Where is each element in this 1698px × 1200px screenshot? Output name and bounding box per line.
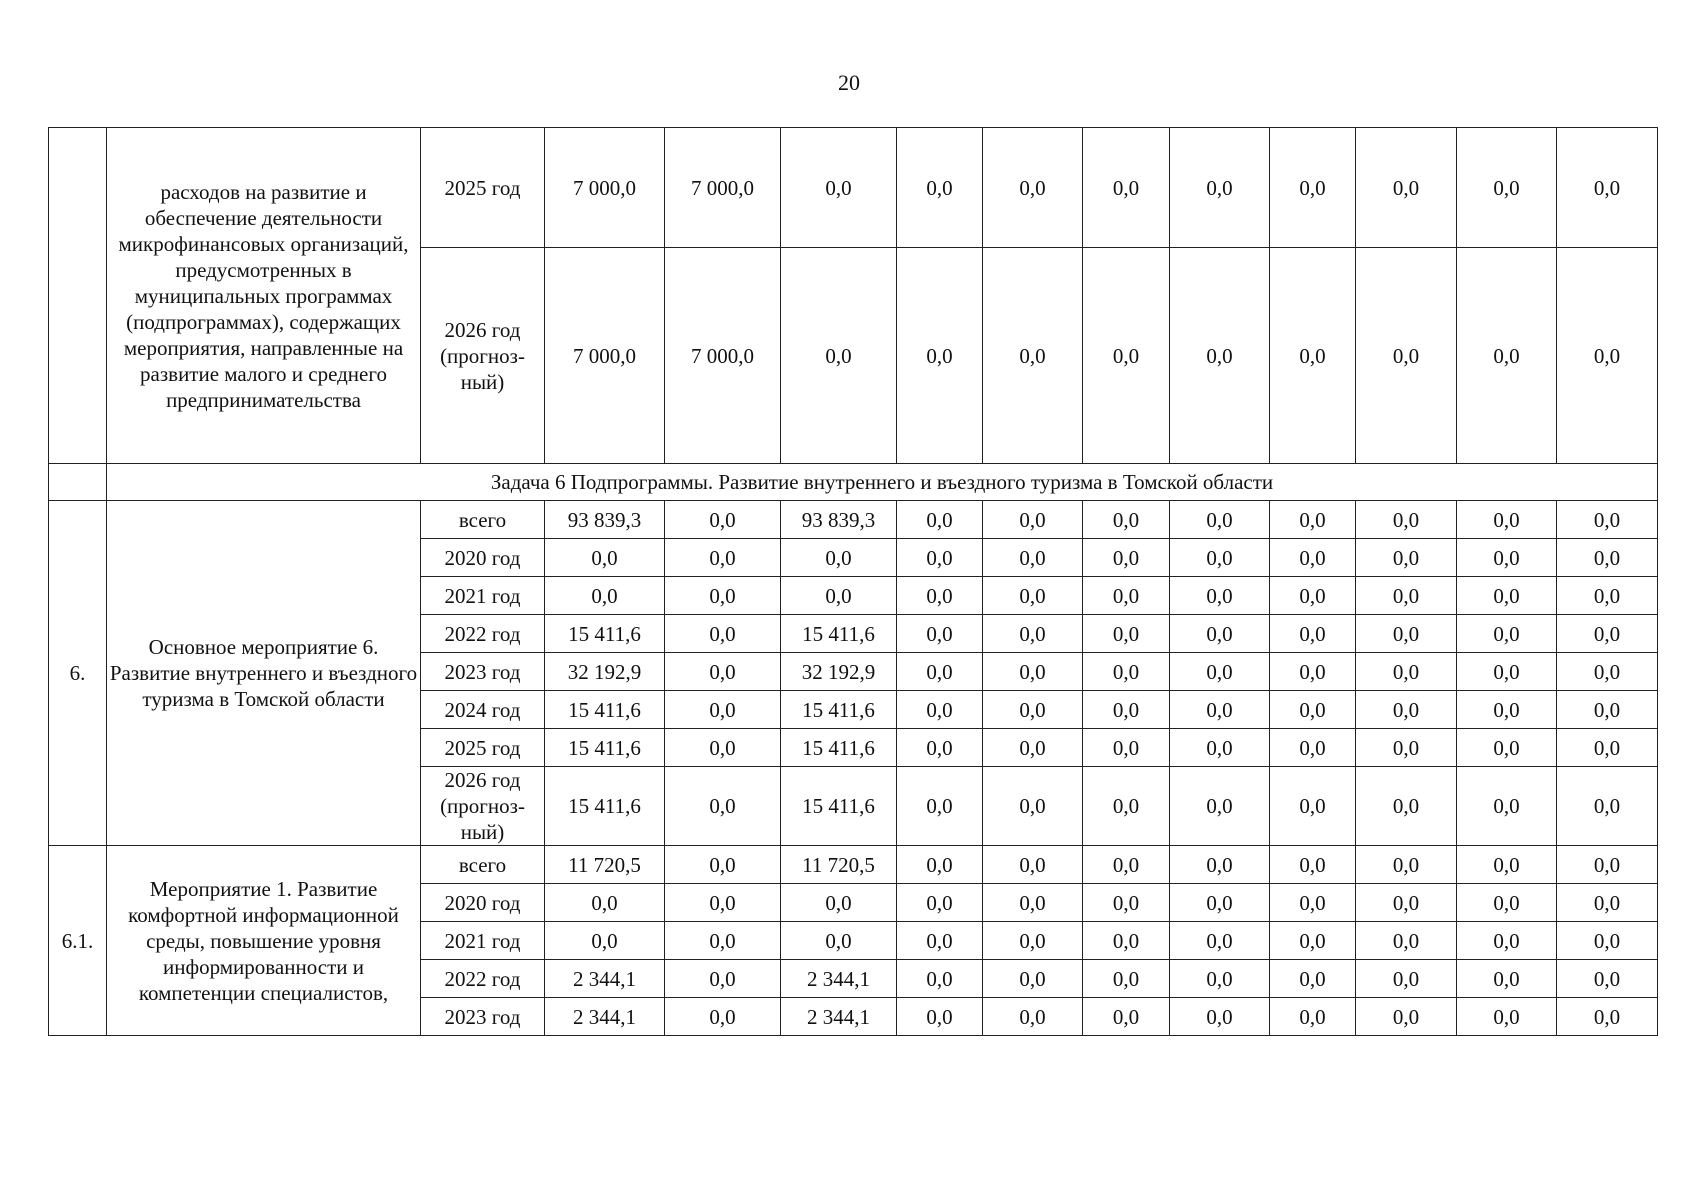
value-cell: 2 344,1 [545, 960, 665, 998]
period-cell [421, 248, 545, 464]
budget-table [48, 127, 1658, 1036]
value-cell: 0,0 [781, 128, 897, 248]
value-cell: 0,0 [545, 539, 665, 577]
value-cell: 0,0 [1356, 615, 1457, 653]
item-name: Мероприятие 1. Развитие комфортной информационной среды, повышение уровня информированности и компетенции специалистов, [107, 846, 421, 1036]
value-cell: 0,0 [1083, 767, 1170, 846]
value-cell: 0,0 [1170, 501, 1270, 539]
value-cell: 0,0 [1457, 960, 1557, 998]
value-cell: 0,0 [1083, 248, 1170, 464]
value-cell: 0,0 [1356, 922, 1457, 960]
value-cell: 2 344,1 [545, 998, 665, 1036]
value-cell: 15 411,6 [545, 767, 665, 846]
value-cell: 0,0 [1356, 653, 1457, 691]
value-cell: 0,0 [1270, 128, 1356, 248]
value-cell: 0,0 [665, 691, 781, 729]
item-number: 6.1. [49, 846, 107, 1036]
period-label: 2021 год [444, 928, 521, 953]
period-label: 2023 год [444, 1004, 521, 1029]
period-label: 2020 год [444, 890, 521, 915]
value-cell: 0,0 [1170, 615, 1270, 653]
value-cell: 32 192,9 [545, 653, 665, 691]
value-cell: 0,0 [1170, 998, 1270, 1036]
period-label: 2025 год [444, 735, 521, 760]
value-cell: 0,0 [1083, 846, 1170, 884]
value-cell: 0,0 [1557, 922, 1658, 960]
value-cell: 0,0 [1170, 922, 1270, 960]
value-cell: 0,0 [1557, 846, 1658, 884]
value-cell: 0,0 [1457, 846, 1557, 884]
value-cell: 2 344,1 [781, 960, 897, 998]
value-cell: 0,0 [1083, 539, 1170, 577]
value-cell: 0,0 [1083, 653, 1170, 691]
value-cell: 0,0 [1170, 248, 1270, 464]
value-cell: 0,0 [897, 960, 983, 998]
value-cell: 0,0 [1557, 691, 1658, 729]
value-cell: 0,0 [545, 884, 665, 922]
value-cell: 0,0 [665, 846, 781, 884]
value-cell: 0,0 [1557, 998, 1658, 1036]
value-cell: 0,0 [897, 729, 983, 767]
period-label: всего [458, 852, 507, 877]
value-cell: 0,0 [1083, 729, 1170, 767]
value-cell: 0,0 [1557, 960, 1658, 998]
value-cell: 0,0 [1170, 128, 1270, 248]
value-cell: 15 411,6 [545, 691, 665, 729]
period-label: 2026 год [444, 768, 521, 792]
value-cell: 0,0 [897, 501, 983, 539]
value-cell: 0,0 [1270, 653, 1356, 691]
value-cell: 0,0 [1557, 577, 1658, 615]
value-cell: 0,0 [1170, 577, 1270, 615]
value-cell: 0,0 [1170, 767, 1270, 846]
value-cell: 0,0 [1457, 539, 1557, 577]
value-cell: 0,0 [983, 960, 1083, 998]
value-cell: 0,0 [1270, 248, 1356, 464]
value-cell: 0,0 [983, 729, 1083, 767]
value-cell: 0,0 [897, 615, 983, 653]
value-cell: 0,0 [665, 922, 781, 960]
value-cell: 0,0 [665, 998, 781, 1036]
value-cell: 0,0 [1170, 539, 1270, 577]
task-row [49, 464, 1658, 501]
period-cell [421, 128, 545, 248]
item-number: 6. [49, 501, 107, 846]
period-label: 2026 год [444, 317, 521, 342]
value-cell: 0,0 [1083, 691, 1170, 729]
value-cell: 0,0 [1083, 922, 1170, 960]
value-cell: 7 000,0 [545, 248, 665, 464]
value-cell: 0,0 [983, 248, 1083, 464]
value-cell: 0,0 [1270, 767, 1356, 846]
value-cell: 0,0 [1457, 691, 1557, 729]
value-cell: 0,0 [1356, 128, 1457, 248]
value-cell: 0,0 [665, 501, 781, 539]
value-cell: 0,0 [983, 501, 1083, 539]
value-cell: 0,0 [1457, 501, 1557, 539]
value-cell: 0,0 [1170, 653, 1270, 691]
value-cell: 0,0 [1557, 884, 1658, 922]
value-cell: 0,0 [665, 615, 781, 653]
period-label: 2025 год [444, 175, 521, 200]
value-cell: 0,0 [1270, 729, 1356, 767]
value-cell: 0,0 [1557, 128, 1658, 248]
value-cell: 0,0 [983, 691, 1083, 729]
value-cell: 0,0 [1270, 922, 1356, 960]
value-cell: 15 411,6 [781, 729, 897, 767]
value-cell: 0,0 [665, 884, 781, 922]
value-cell: 0,0 [665, 960, 781, 998]
value-cell: 0,0 [1557, 767, 1658, 846]
value-cell: 0,0 [1083, 128, 1170, 248]
value-cell: 15 411,6 [781, 767, 897, 846]
value-cell: 0,0 [665, 653, 781, 691]
value-cell: 0,0 [1356, 767, 1457, 846]
period-cell [421, 729, 545, 767]
period-cell [421, 846, 545, 884]
period-label: всего [458, 507, 507, 532]
value-cell: 0,0 [1270, 960, 1356, 998]
value-cell: 0,0 [1457, 248, 1557, 464]
item-name: Основное мероприятие 6. Развитие внутреннего и въездного туризма в Томской области [107, 501, 421, 846]
value-cell: 0,0 [1356, 960, 1457, 998]
value-cell: 7 000,0 [665, 248, 781, 464]
period-label: 2022 год [444, 966, 521, 991]
value-cell: 0,0 [545, 922, 665, 960]
value-cell: 0,0 [897, 577, 983, 615]
value-cell: 93 839,3 [545, 501, 665, 539]
value-cell: 0,0 [1457, 577, 1557, 615]
value-cell: 0,0 [983, 922, 1083, 960]
period-cell [421, 960, 545, 998]
value-cell: 0,0 [1356, 729, 1457, 767]
value-cell: 15 411,6 [781, 615, 897, 653]
period-cell [421, 767, 545, 846]
value-cell: 0,0 [781, 922, 897, 960]
value-cell: 0,0 [897, 653, 983, 691]
value-cell: 0,0 [983, 577, 1083, 615]
task-number-cell [49, 464, 107, 501]
value-cell: 0,0 [1170, 884, 1270, 922]
value-cell: 0,0 [1356, 501, 1457, 539]
value-cell: 0,0 [1557, 653, 1658, 691]
value-cell: 0,0 [1170, 846, 1270, 884]
value-cell: 0,0 [1457, 128, 1557, 248]
value-cell: 0,0 [781, 884, 897, 922]
value-cell: 0,0 [1356, 539, 1457, 577]
value-cell: 0,0 [897, 128, 983, 248]
value-cell: 0,0 [983, 615, 1083, 653]
period-note: (прогноз-ный) [440, 343, 525, 394]
value-cell: 0,0 [1270, 501, 1356, 539]
period-cell [421, 884, 545, 922]
value-cell: 15 411,6 [781, 691, 897, 729]
period-cell [421, 691, 545, 729]
value-cell: 0,0 [983, 884, 1083, 922]
value-cell: 2 344,1 [781, 998, 897, 1036]
value-cell: 11 720,5 [545, 846, 665, 884]
value-cell: 0,0 [1170, 729, 1270, 767]
value-cell: 0,0 [1270, 998, 1356, 1036]
period-label: 2021 год [444, 583, 521, 608]
value-cell: 0,0 [983, 767, 1083, 846]
item-number [49, 128, 107, 464]
value-cell: 11 720,5 [781, 846, 897, 884]
value-cell: 0,0 [983, 653, 1083, 691]
value-cell: 0,0 [1170, 691, 1270, 729]
value-cell: 0,0 [665, 729, 781, 767]
value-cell: 0,0 [1557, 501, 1658, 539]
value-cell: 0,0 [1557, 729, 1658, 767]
value-cell: 0,0 [897, 691, 983, 729]
value-cell: 0,0 [665, 767, 781, 846]
value-cell: 93 839,3 [781, 501, 897, 539]
value-cell: 0,0 [897, 998, 983, 1036]
value-cell: 0,0 [545, 577, 665, 615]
period-cell [421, 998, 545, 1036]
value-cell: 0,0 [1457, 729, 1557, 767]
value-cell: 7 000,0 [545, 128, 665, 248]
period-cell [421, 653, 545, 691]
value-cell: 0,0 [983, 846, 1083, 884]
value-cell: 15 411,6 [545, 615, 665, 653]
value-cell: 0,0 [1083, 960, 1170, 998]
value-cell: 7 000,0 [665, 128, 781, 248]
value-cell: 0,0 [983, 998, 1083, 1036]
value-cell: 0,0 [1356, 846, 1457, 884]
value-cell: 0,0 [1457, 998, 1557, 1036]
value-cell: 0,0 [1270, 884, 1356, 922]
value-cell: 0,0 [781, 577, 897, 615]
period-label: 2023 год [444, 659, 521, 684]
value-cell: 0,0 [1356, 691, 1457, 729]
value-cell: 0,0 [1083, 884, 1170, 922]
value-cell: 0,0 [1083, 501, 1170, 539]
value-cell: 15 411,6 [545, 729, 665, 767]
period-label: 2024 год [444, 697, 521, 722]
value-cell: 0,0 [781, 248, 897, 464]
period-cell [421, 922, 545, 960]
value-cell: 0,0 [1557, 615, 1658, 653]
value-cell: 0,0 [1083, 577, 1170, 615]
period-cell [421, 501, 545, 539]
value-cell: 0,0 [1457, 922, 1557, 960]
task-title: Задача 6 Подпрограммы. Развитие внутреннего и въездного туризма в Томской области [107, 464, 1658, 501]
value-cell: 0,0 [897, 922, 983, 960]
period-label: 2020 год [444, 545, 521, 570]
value-cell: 0,0 [983, 539, 1083, 577]
value-cell: 0,0 [897, 767, 983, 846]
item-name: расходов на развитие и обеспечение деятельности микрофинансовых организаций, предусмотренных в муниципальных программах (подпрограммах), содержащих мероприятия, направленные на развитие малого и среднего предпринимательства [107, 128, 421, 464]
value-cell: 0,0 [1270, 539, 1356, 577]
period-cell [421, 577, 545, 615]
period-note: (прогноз-ный) [440, 794, 525, 844]
value-cell: 0,0 [983, 128, 1083, 248]
value-cell: 0,0 [665, 539, 781, 577]
table-row [49, 846, 1658, 884]
value-cell: 0,0 [897, 846, 983, 884]
value-cell: 0,0 [1457, 767, 1557, 846]
period-label: 2022 год [444, 621, 521, 646]
value-cell: 0,0 [1457, 653, 1557, 691]
value-cell: 0,0 [1457, 615, 1557, 653]
table-row [49, 128, 1658, 248]
value-cell: 0,0 [1270, 846, 1356, 884]
value-cell: 0,0 [665, 577, 781, 615]
value-cell: 32 192,9 [781, 653, 897, 691]
value-cell: 0,0 [1270, 615, 1356, 653]
value-cell: 0,0 [1083, 615, 1170, 653]
value-cell: 0,0 [1083, 998, 1170, 1036]
value-cell: 0,0 [1170, 960, 1270, 998]
value-cell: 0,0 [1557, 539, 1658, 577]
value-cell: 0,0 [1270, 577, 1356, 615]
page-number: 20 [838, 70, 860, 95]
value-cell: 0,0 [1557, 248, 1658, 464]
value-cell: 0,0 [1356, 248, 1457, 464]
value-cell: 0,0 [781, 539, 897, 577]
value-cell: 0,0 [1270, 691, 1356, 729]
value-cell: 0,0 [897, 884, 983, 922]
period-cell [421, 615, 545, 653]
period-cell [421, 539, 545, 577]
value-cell: 0,0 [1457, 884, 1557, 922]
value-cell: 0,0 [1356, 577, 1457, 615]
value-cell: 0,0 [897, 248, 983, 464]
value-cell: 0,0 [897, 539, 983, 577]
value-cell: 0,0 [1356, 884, 1457, 922]
value-cell: 0,0 [1356, 998, 1457, 1036]
table-row [49, 501, 1658, 539]
